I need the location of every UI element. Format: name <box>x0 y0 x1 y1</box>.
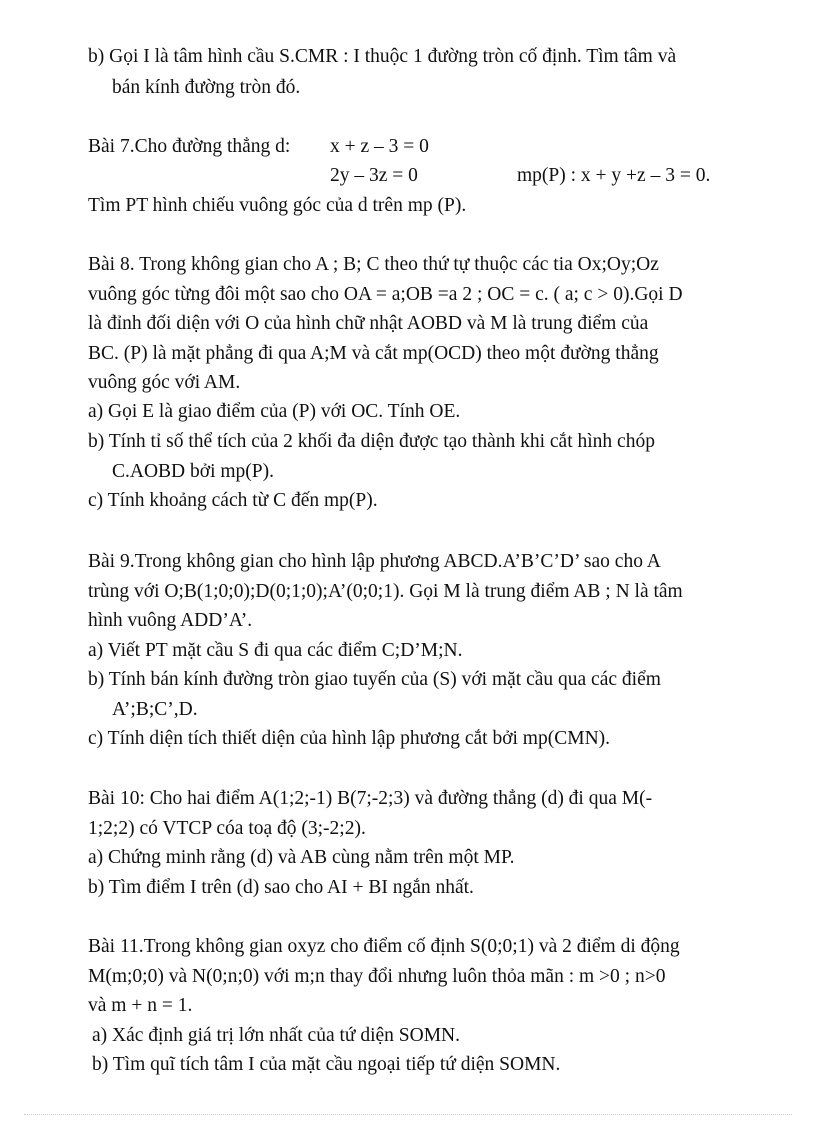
bai9-line1: Bài 9.Trong không gian cho hình lập phương ABCD.A’B’C’D’ sao cho A <box>88 551 661 572</box>
bai8-line5: vuông góc với AM. <box>88 372 241 393</box>
bai10-part-b: b) Tìm điểm I trên (d) sao cho AI + BI ngắn nhất. <box>88 877 474 898</box>
bai8-part-b-line1: b) Tính tỉ số thể tích của 2 khối đa diện được tạo thành khi cắt hình chóp <box>88 431 655 452</box>
bai11-part-b: b) Tìm quĩ tích tâm I của mặt cầu ngoại tiếp tứ diện SOMN. <box>92 1054 561 1075</box>
bai11-part-a: a) Xác định giá trị lớn nhất của tứ diện SOMN. <box>92 1025 461 1046</box>
bai8-line2: vuông góc từng đôi một sao cho OA = a;OB =a 2 ; OC = c. ( a; c > 0).Gọi D <box>88 284 683 305</box>
bai10-line1: Bài 10: Cho hai điểm A(1;2;-1) B(7;-2;3) và đường thẳng (d) đi qua M(- <box>88 788 653 809</box>
bai9-part-b-line2: A’;B;C’,D. <box>112 699 198 720</box>
bai11-line3: và m + n = 1. <box>88 995 193 1016</box>
bai11-line2: M(m;0;0) và N(0;n;0) với m;n thay đổi nhưng luôn thỏa mãn : m >0 ; n>0 <box>88 966 666 987</box>
bai10-part-a: a) Chứng minh rằng (d) và AB cùng nằm trên một MP. <box>88 847 515 868</box>
bai7-heading: Bài 7.Cho đường thẳng d: <box>88 136 291 157</box>
bai9-line2: trùng với O;B(1;0;0);D(0;1;0);A’(0;0;1). Gọi M là trung điểm AB ; N là tâm <box>88 581 683 602</box>
bai7-task: Tìm PT hình chiếu vuông góc của d trên mp (P). <box>88 195 467 216</box>
bai6-part-b-line1: b) Gọi I là tâm hình cầu S.CMR : I thuộc 1 đường tròn cố định. Tìm tâm và <box>88 46 677 67</box>
bai8-part-b-line2: C.AOBD bởi mp(P). <box>112 461 274 482</box>
bai7-equation-2: 2y – 3z = 0 <box>330 165 418 186</box>
bai8-line4: BC. (P) là mặt phẳng đi qua A;M và cắt mp(OCD) theo một đường thẳng <box>88 343 659 364</box>
bai9-part-c: c) Tính diện tích thiết diện của hình lập phương cắt bởi mp(CMN). <box>88 728 611 749</box>
bai8-line3: là đỉnh đối diện với O của hình chữ nhật AOBD và M là trung điểm của <box>88 313 649 334</box>
bai6-part-b-line2: bán kính đường tròn đó. <box>112 77 301 98</box>
page-bottom-divider <box>24 1114 792 1115</box>
bai10-line2: 1;2;2) có VTCP cóa toạ độ (3;-2;2). <box>88 818 366 839</box>
bai11-line1: Bài 11.Trong không gian oxyz cho điểm cố định S(0;0;1) và 2 điểm di động <box>88 936 680 957</box>
bai9-part-a: a) Viết PT mặt cầu S đi qua các điểm C;D’M;N. <box>88 640 463 661</box>
bai9-part-b-line1: b) Tính bán kính đường tròn giao tuyến của (S) với mặt cầu qua các điểm <box>88 669 661 690</box>
bai7-equation-1: x + z – 3 = 0 <box>330 136 429 157</box>
bai8-line1: Bài 8. Trong không gian cho A ; B; C theo thứ tự thuộc các tia Ox;Oy;Oz <box>88 254 659 275</box>
bai9-line3: hình vuông ADD’A’. <box>88 610 253 631</box>
bai8-part-a: a) Gọi E là giao điểm của (P) với OC. Tính OE. <box>88 401 461 422</box>
bai7-plane-equation: mp(P) : x + y +z – 3 = 0. <box>517 165 711 186</box>
bai8-part-c: c) Tính khoảng cách từ C đến mp(P). <box>88 490 378 511</box>
